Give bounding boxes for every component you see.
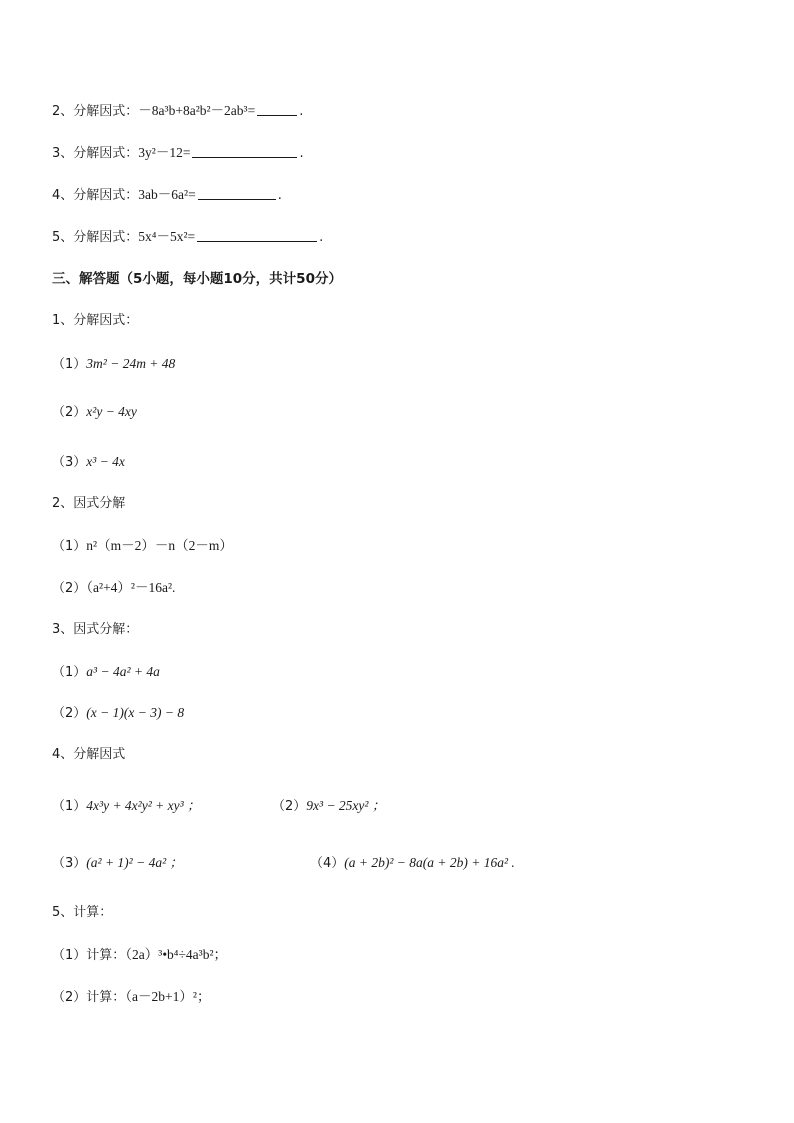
question-2-part-1	[52, 537, 233, 556]
part-label: （2）	[52, 405, 87, 420]
math-expression: （a－2b+1）²；	[125, 989, 211, 1004]
math-expression: 3y²－12=	[138, 145, 191, 160]
question-5-part-2	[52, 988, 210, 1007]
question-3-title: 3、因式分解：	[52, 622, 139, 637]
question-2-title: 2、因式分解	[52, 496, 126, 511]
math-expression: （a²+4）²－16a².	[86, 580, 176, 595]
item-number: 2、	[52, 104, 74, 119]
math-expression: n²（m－2）－n（2－m）	[86, 538, 233, 553]
math-expression: a³ − 4a² + 4a	[86, 664, 160, 679]
part-label: （2）	[52, 706, 87, 721]
part-label: （1）	[52, 357, 87, 372]
question-4-part-1	[52, 797, 201, 816]
item-number: 3、	[52, 146, 74, 161]
question-2-part-2	[52, 579, 175, 598]
item-tail: .	[299, 104, 304, 119]
part-prefix: 计算：	[86, 948, 126, 963]
question-1-part-1	[52, 355, 175, 374]
math-expression: 9x³ − 25xy² ；	[306, 798, 386, 813]
fill-in-item-2	[52, 102, 303, 121]
question-3-part-1	[52, 663, 160, 682]
question-3-part-2	[52, 704, 184, 723]
part-label: （1）	[52, 948, 87, 963]
item-number: 5、	[52, 230, 74, 245]
part-label: （1）	[52, 539, 87, 554]
answer-blank[interactable]	[192, 145, 297, 158]
item-tail: .	[319, 230, 324, 245]
math-expression: 3ab－6a²=	[138, 187, 196, 202]
math-expression: （2a）³•b⁴÷4a³b²；	[125, 947, 228, 962]
part-label: （1）	[52, 665, 87, 680]
answer-blank[interactable]	[197, 229, 317, 242]
item-tail: .	[299, 146, 304, 161]
part-label: （2）	[52, 581, 87, 596]
question-1-part-2	[52, 403, 137, 422]
part-label: （2）	[52, 990, 87, 1005]
fill-in-item-5	[52, 228, 323, 247]
item-label: 分解因式：	[73, 146, 139, 161]
part-label: （2）	[272, 799, 307, 814]
item-number: 4、	[52, 188, 74, 203]
math-expression: (x − 1)(x − 3) − 8	[86, 705, 185, 720]
item-tail: .	[277, 188, 282, 203]
math-expression: x³ − 4x	[86, 454, 125, 469]
math-expression: (a + 2b)² − 8a(a + 2b) + 16a² .	[344, 855, 515, 870]
answer-blank[interactable]	[198, 187, 276, 200]
item-label: 分解因式：	[73, 230, 139, 245]
question-5-title: 5、计算：	[52, 905, 113, 920]
section-heading: 三、解答题（5小题，每小题10分，共计50分）	[52, 271, 342, 287]
question-5-part-1	[52, 946, 227, 965]
part-label: （3）	[52, 455, 87, 470]
math-expression: x²y − 4xy	[86, 404, 137, 419]
part-label: （4）	[310, 856, 345, 871]
item-label: 分解因式：	[73, 188, 139, 203]
question-4-part-2	[272, 797, 385, 816]
fill-in-item-3	[52, 144, 304, 163]
math-expression: (a² + 1)² − 4a² ；	[86, 855, 184, 870]
question-4-part-4	[310, 854, 515, 873]
question-4-part-3	[52, 854, 183, 873]
math-expression: 5x⁴－5x²=	[138, 229, 196, 244]
math-expression: 3m² − 24m + 48	[86, 356, 176, 371]
item-label: 分解因式：	[73, 104, 139, 119]
question-1-part-3	[52, 453, 125, 472]
part-label: （1）	[52, 799, 87, 814]
answer-blank[interactable]	[257, 103, 297, 116]
math-expression: 4x³y + 4x²y² + xy³ ；	[86, 798, 201, 813]
math-expression: －8a³b+8a²b²－2ab³=	[138, 103, 256, 118]
question-4-title: 4、分解因式	[52, 747, 126, 762]
part-label: （3）	[52, 856, 87, 871]
part-prefix: 计算：	[86, 990, 126, 1005]
question-1-title: 1、分解因式：	[52, 313, 139, 328]
fill-in-item-4	[52, 186, 282, 205]
